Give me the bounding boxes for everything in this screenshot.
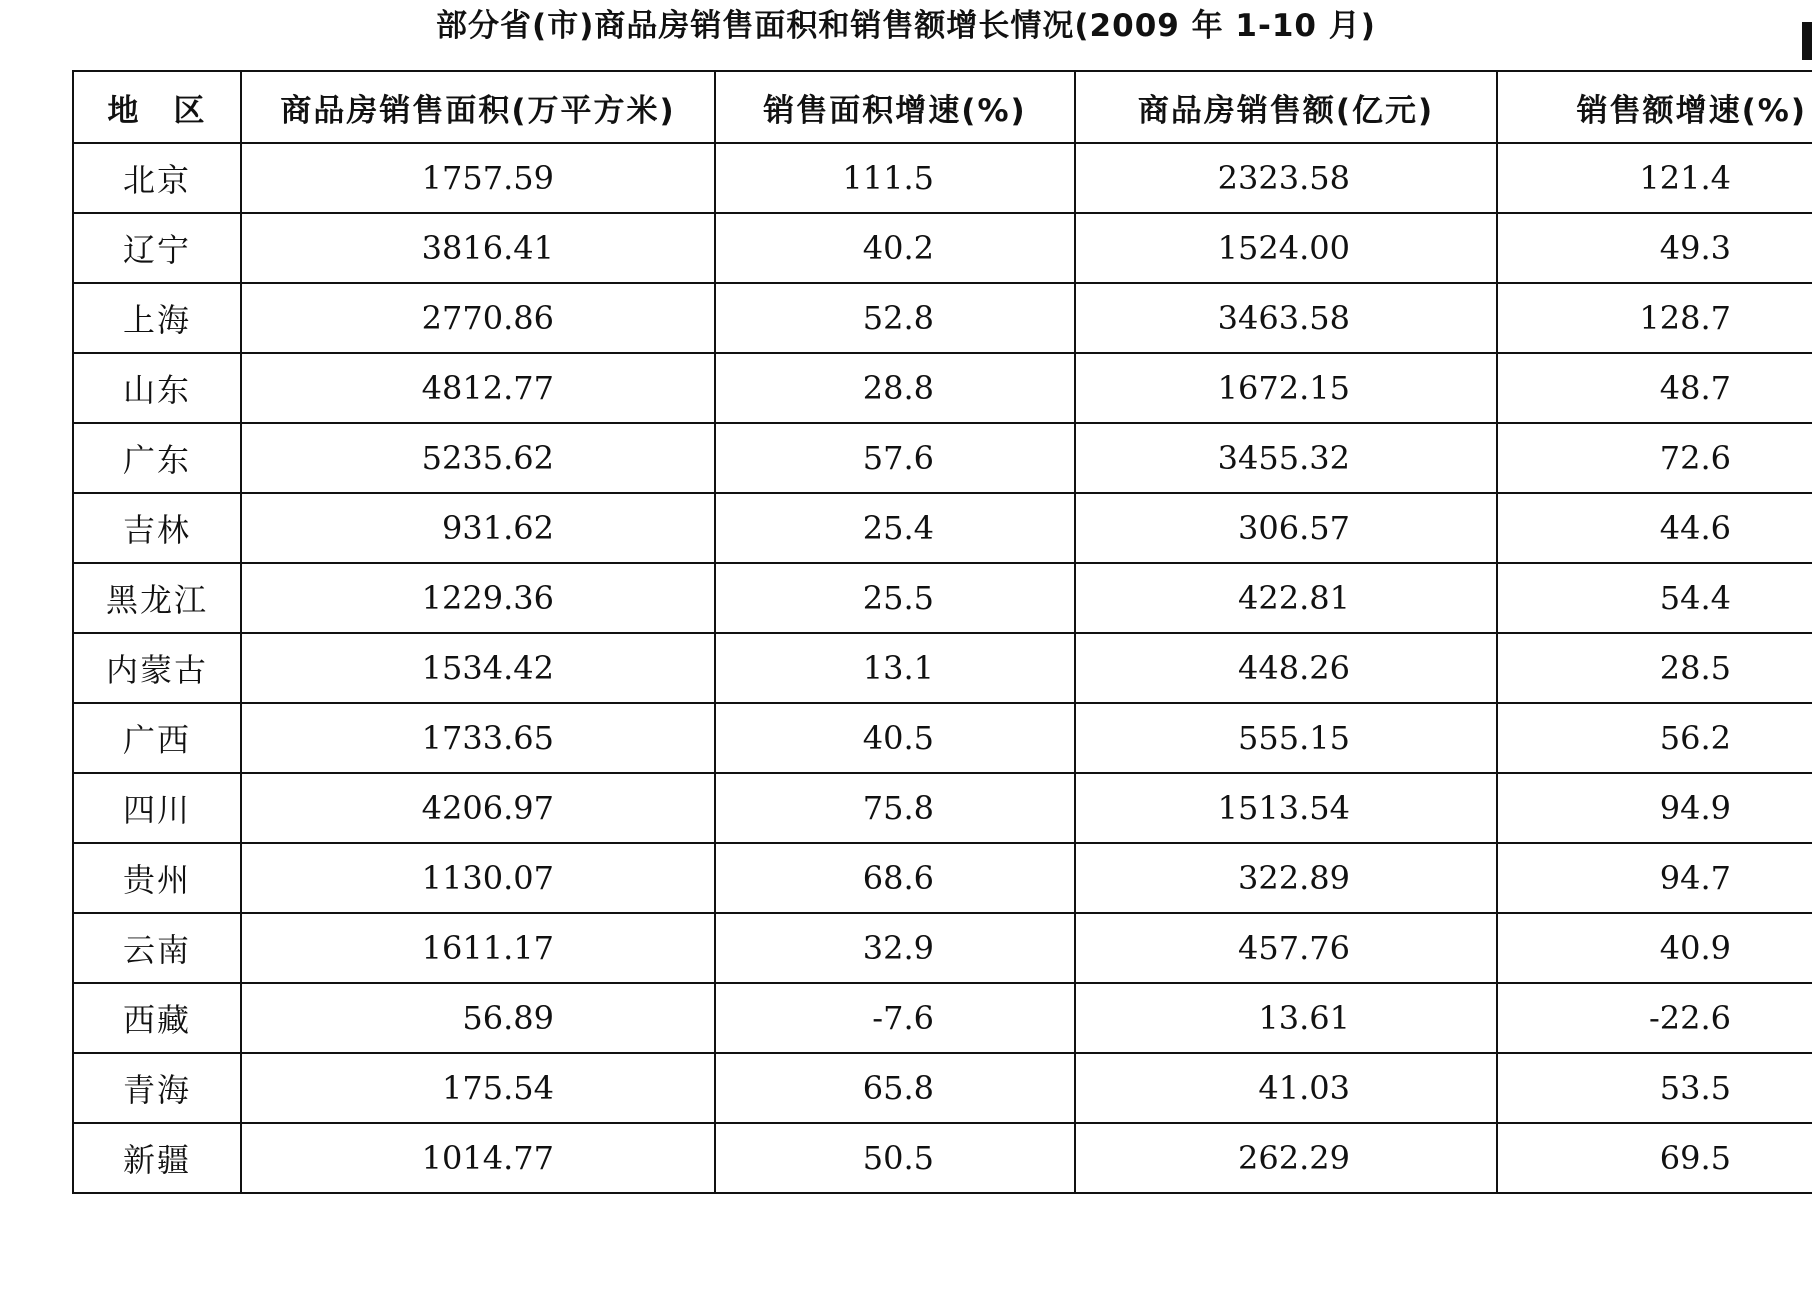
table-row bbox=[73, 143, 1812, 213]
cell-sales-amount: 13.61 bbox=[1075, 983, 1497, 1053]
header-row bbox=[73, 71, 1812, 143]
cell-region: 山东 bbox=[73, 353, 241, 423]
cell-sales-area: 1757.59 bbox=[241, 143, 715, 213]
cell-amount-growth: 121.4 bbox=[1497, 143, 1812, 213]
cell-amount-growth: 69.5 bbox=[1497, 1123, 1812, 1193]
cell-amount-growth: 54.4 bbox=[1497, 563, 1812, 633]
cell-area-growth: 28.8 bbox=[715, 353, 1075, 423]
cell-region: 内蒙古 bbox=[73, 633, 241, 703]
cell-amount-growth: 28.5 bbox=[1497, 633, 1812, 703]
cell-region: 新疆 bbox=[73, 1123, 241, 1193]
cell-sales-area: 4206.97 bbox=[241, 773, 715, 843]
column-header-sales-area: 商品房销售面积(万平方米) bbox=[241, 71, 715, 143]
table-row bbox=[73, 1053, 1812, 1123]
cell-sales-amount: 1672.15 bbox=[1075, 353, 1497, 423]
cell-sales-area: 1229.36 bbox=[241, 563, 715, 633]
table-row bbox=[73, 773, 1812, 843]
table-row bbox=[73, 213, 1812, 283]
cell-amount-growth: 49.3 bbox=[1497, 213, 1812, 283]
cell-sales-amount: 41.03 bbox=[1075, 1053, 1497, 1123]
cell-sales-area: 1130.07 bbox=[241, 843, 715, 913]
cell-amount-growth: 128.7 bbox=[1497, 283, 1812, 353]
cell-region: 辽宁 bbox=[73, 213, 241, 283]
cell-sales-amount: 3455.32 bbox=[1075, 423, 1497, 493]
cell-sales-amount: 555.15 bbox=[1075, 703, 1497, 773]
edge-mark bbox=[1802, 22, 1812, 60]
cell-area-growth: 32.9 bbox=[715, 913, 1075, 983]
cell-region: 广东 bbox=[73, 423, 241, 493]
table-row bbox=[73, 493, 1812, 563]
cell-sales-amount: 457.76 bbox=[1075, 913, 1497, 983]
cell-area-growth: 25.5 bbox=[715, 563, 1075, 633]
cell-area-growth: 40.5 bbox=[715, 703, 1075, 773]
cell-amount-growth: 72.6 bbox=[1497, 423, 1812, 493]
table-row bbox=[73, 633, 1812, 703]
table-row bbox=[73, 843, 1812, 913]
cell-region: 吉林 bbox=[73, 493, 241, 563]
cell-amount-growth: 94.7 bbox=[1497, 843, 1812, 913]
cell-area-growth: 65.8 bbox=[715, 1053, 1075, 1123]
cell-sales-amount: 322.89 bbox=[1075, 843, 1497, 913]
cell-area-growth: 52.8 bbox=[715, 283, 1075, 353]
cell-region: 四川 bbox=[73, 773, 241, 843]
cell-amount-growth: -22.6 bbox=[1497, 983, 1812, 1053]
page-title: 部分省(市)商品房销售面积和销售额增长情况(2009 年 1-10 月) bbox=[436, 8, 1376, 44]
table-row bbox=[73, 563, 1812, 633]
cell-sales-area: 3816.41 bbox=[241, 213, 715, 283]
table-row bbox=[73, 983, 1812, 1053]
cell-sales-area: 2770.86 bbox=[241, 283, 715, 353]
column-header-area-growth: 销售面积增速(%) bbox=[715, 71, 1075, 143]
cell-area-growth: 40.2 bbox=[715, 213, 1075, 283]
cell-amount-growth: 56.2 bbox=[1497, 703, 1812, 773]
table-row bbox=[73, 913, 1812, 983]
cell-amount-growth: 40.9 bbox=[1497, 913, 1812, 983]
cell-sales-amount: 3463.58 bbox=[1075, 283, 1497, 353]
cell-sales-amount: 448.26 bbox=[1075, 633, 1497, 703]
cell-sales-area: 1733.65 bbox=[241, 703, 715, 773]
cell-area-growth: 68.6 bbox=[715, 843, 1075, 913]
cell-sales-amount: 262.29 bbox=[1075, 1123, 1497, 1193]
table-row bbox=[73, 1123, 1812, 1193]
column-header-sales-amount: 商品房销售额(亿元) bbox=[1075, 71, 1497, 143]
cell-region: 上海 bbox=[73, 283, 241, 353]
table-row bbox=[73, 353, 1812, 423]
cell-region: 云南 bbox=[73, 913, 241, 983]
cell-area-growth: 25.4 bbox=[715, 493, 1075, 563]
cell-area-growth: 57.6 bbox=[715, 423, 1075, 493]
cell-amount-growth: 53.5 bbox=[1497, 1053, 1812, 1123]
table-body bbox=[73, 143, 1812, 1193]
cell-area-growth: 13.1 bbox=[715, 633, 1075, 703]
cell-sales-area: 1534.42 bbox=[241, 633, 715, 703]
data-table bbox=[72, 70, 1812, 1194]
cell-sales-area: 56.89 bbox=[241, 983, 715, 1053]
cell-region: 西藏 bbox=[73, 983, 241, 1053]
cell-sales-area: 175.54 bbox=[241, 1053, 715, 1123]
cell-region: 北京 bbox=[73, 143, 241, 213]
cell-sales-amount: 2323.58 bbox=[1075, 143, 1497, 213]
cell-area-growth: 50.5 bbox=[715, 1123, 1075, 1193]
column-header-amount-growth: 销售额增速(%) bbox=[1497, 71, 1812, 143]
cell-amount-growth: 94.9 bbox=[1497, 773, 1812, 843]
cell-sales-area: 931.62 bbox=[241, 493, 715, 563]
cell-area-growth: 75.8 bbox=[715, 773, 1075, 843]
table-row bbox=[73, 423, 1812, 493]
cell-region: 贵州 bbox=[73, 843, 241, 913]
cell-area-growth: -7.6 bbox=[715, 983, 1075, 1053]
cell-sales-area: 1611.17 bbox=[241, 913, 715, 983]
cell-sales-area: 4812.77 bbox=[241, 353, 715, 423]
cell-sales-amount: 1524.00 bbox=[1075, 213, 1497, 283]
cell-sales-area: 1014.77 bbox=[241, 1123, 715, 1193]
cell-region: 广西 bbox=[73, 703, 241, 773]
cell-area-growth: 111.5 bbox=[715, 143, 1075, 213]
cell-sales-area: 5235.62 bbox=[241, 423, 715, 493]
cell-region: 青海 bbox=[73, 1053, 241, 1123]
table-row bbox=[73, 703, 1812, 773]
column-header-region: 地 区 bbox=[73, 71, 241, 143]
cell-amount-growth: 48.7 bbox=[1497, 353, 1812, 423]
cell-region: 黑龙江 bbox=[73, 563, 241, 633]
table-row bbox=[73, 283, 1812, 353]
cell-amount-growth: 44.6 bbox=[1497, 493, 1812, 563]
cell-sales-amount: 306.57 bbox=[1075, 493, 1497, 563]
cell-sales-amount: 422.81 bbox=[1075, 563, 1497, 633]
cell-sales-amount: 1513.54 bbox=[1075, 773, 1497, 843]
